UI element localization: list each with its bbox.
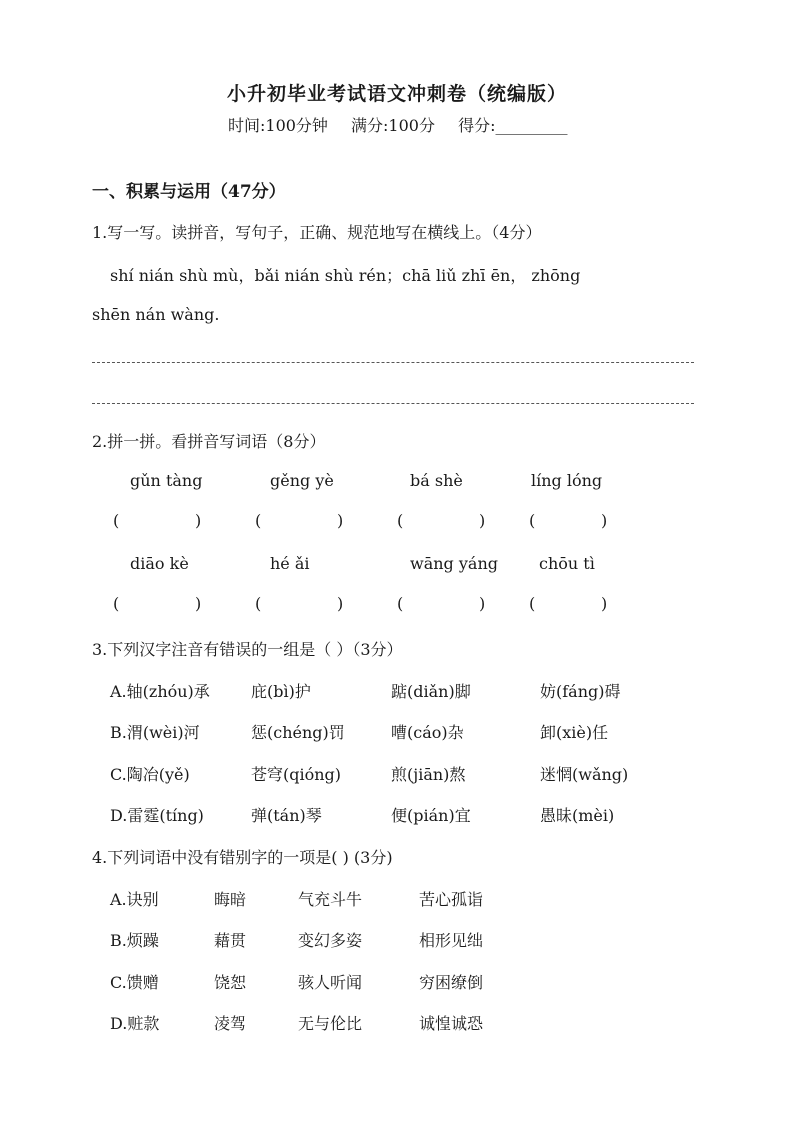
question-3-option-b-2: 惩(chéng)罚 (251, 723, 345, 742)
answer-paren-open: ( (397, 511, 404, 530)
answer-paren-open: ( (113, 594, 120, 613)
question-4-option-b-4: 相形见绌 (419, 931, 484, 950)
question-1-answer-line-1[interactable] (92, 362, 694, 363)
question-3-option-a-4: 妨(fáng)碍 (540, 682, 621, 701)
answer-paren-open: ( (255, 511, 262, 530)
answer-paren-close: ) (479, 511, 486, 530)
question-4-option-d-4: 诚惶诚恐 (419, 1014, 484, 1033)
answer-paren-open: ( (529, 594, 536, 613)
answer-paren-close: ) (601, 511, 608, 530)
question-2-pinyin-7: wāng yáng (410, 554, 498, 573)
question-4-option-c-3: 骇人听闻 (298, 973, 363, 992)
question-4-option-d-2: 凌驾 (214, 1014, 247, 1033)
question-3-option-d-1[interactable]: D.雷霆(tíng) (110, 806, 204, 825)
question-1-stem: 1.写一写。读拼音，写句子，正确、规范地写在横线上。（4分） (92, 223, 542, 242)
question-4-option-d-1[interactable]: D.赃款 (110, 1014, 160, 1033)
question-3-option-c-2: 苍穹(qióng) (251, 765, 342, 784)
question-4-option-b-3: 变幻多姿 (298, 931, 363, 950)
question-2-stem: 2.拼一拼。看拼音写词语（8分） (92, 432, 326, 451)
answer-paren-close: ) (601, 594, 608, 613)
question-3-option-b-1[interactable]: B.渭(wèi)河 (110, 723, 200, 742)
question-3-stem: 3.下列汉字注音有错误的一组是（ ）（3分） (92, 640, 403, 659)
exam-score-field: 得分:_________ (458, 116, 568, 135)
question-4-option-c-1[interactable]: C.馈赠 (110, 973, 159, 992)
section-title: 一、积累与运用（47分） (92, 182, 286, 202)
answer-paren-close: ) (195, 511, 202, 530)
question-3-option-a-3: 踮(diǎn)脚 (391, 682, 471, 701)
answer-paren-close: ) (479, 594, 486, 613)
question-4-option-c-4: 穷困缭倒 (419, 973, 484, 992)
question-1-answer-line-2[interactable] (92, 403, 694, 404)
question-4-option-a-4: 苦心孤诣 (419, 890, 484, 909)
answer-paren-open: ( (113, 511, 120, 530)
question-3-option-d-3: 便(pián)宜 (391, 806, 471, 825)
question-1-pinyin-line-1: shí nián shù mù，bǎi nián shù rén；chā liǔ zhī ēn， zhōng (110, 266, 581, 285)
question-3-option-a-2: 庇(bì)护 (251, 682, 311, 701)
answer-paren-close: ) (337, 511, 344, 530)
question-4-option-b-2: 藉贯 (214, 931, 247, 950)
question-3-option-c-3: 煎(jiān)熬 (391, 765, 466, 784)
question-2-pinyin-6: hé ǎi (270, 554, 310, 573)
question-3-option-d-4: 愚昧(mèi) (540, 806, 615, 825)
question-4-option-a-2: 晦暗 (214, 890, 247, 909)
question-4-option-a-3: 气充斗牛 (298, 890, 363, 909)
question-3-option-d-2: 弹(tán)琴 (251, 806, 322, 825)
answer-paren-close: ) (337, 594, 344, 613)
exam-time: 时间:100分钟 (228, 116, 328, 135)
page-title: 小升初毕业考试语文冲刺卷（统编版） (226, 83, 567, 105)
question-4-option-a-1[interactable]: A.诀别 (110, 890, 159, 909)
question-3-option-c-1[interactable]: C.陶冶(yě) (110, 765, 190, 784)
answer-paren-close: ) (195, 594, 202, 613)
answer-paren-open: ( (255, 594, 262, 613)
question-4-option-b-1[interactable]: B.烦躁 (110, 931, 159, 950)
question-4-option-d-3: 无与伦比 (298, 1014, 363, 1033)
question-3-option-b-3: 嘈(cáo)杂 (391, 723, 464, 742)
question-2-pinyin-4: líng lóng (531, 471, 603, 490)
question-4-option-c-2: 饶恕 (214, 973, 247, 992)
question-1-pinyin-line-2: shēn nán wàng. (92, 305, 220, 324)
answer-paren-open: ( (397, 594, 404, 613)
question-3-option-a-1[interactable]: A.轴(zhóu)承 (110, 682, 210, 701)
question-2-pinyin-8: chōu tì (539, 554, 595, 573)
answer-paren-open: ( (529, 511, 536, 530)
question-4-stem: 4.下列词语中没有错别字的一项是( ) (3分) (92, 848, 393, 867)
question-3-option-c-4: 迷惘(wǎng) (540, 765, 629, 784)
exam-full-score: 满分:100分 (351, 116, 435, 135)
question-3-option-b-4: 卸(xiè)任 (540, 723, 609, 742)
question-2-pinyin-5: diāo kè (130, 554, 189, 573)
question-2-pinyin-1: gǔn tàng (130, 471, 203, 490)
question-2-pinyin-3: bá shè (410, 471, 463, 490)
exam-info (228, 113, 585, 136)
question-2-pinyin-2: gěng yè (270, 471, 334, 490)
